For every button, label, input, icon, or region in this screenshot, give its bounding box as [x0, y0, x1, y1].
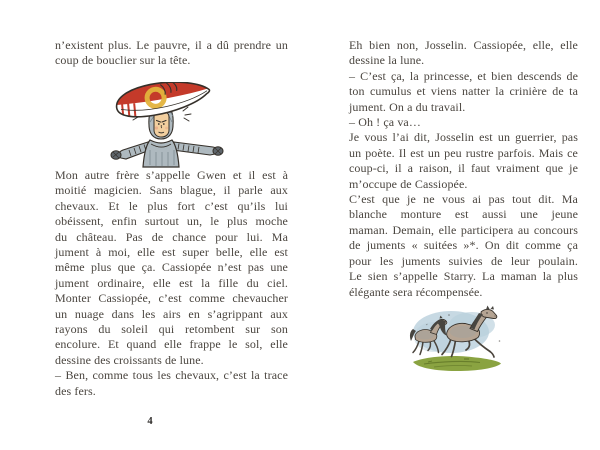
text-line: coup-ci, il a raison, il faut vraiment que je — [349, 161, 578, 176]
text-line: – C’est ça, la princesse, et bien descends de — [349, 68, 578, 83]
text-line: Monter Cassiopée, c’est comme chevaucher — [55, 291, 288, 306]
text-line: dessine la lune. — [349, 53, 425, 68]
cheek-blush — [155, 126, 158, 129]
knight-hit-by-shield-illustration — [103, 82, 233, 168]
text-line: C’est que je ne vous ai pas tout dit. Ma — [349, 192, 578, 207]
text-line: jument à moi, elle est super belle, elle est — [55, 245, 288, 260]
left-page-text-top — [55, 38, 288, 69]
text-line: Je vous l’ai dit, Josselin est un guerrier, pas — [349, 130, 578, 145]
text-line: jument ordinaire, elle est la fille du ciel. — [55, 275, 288, 290]
text-line: du château. Pas de chance pour lui. Ma — [55, 229, 288, 244]
text-line: m’occupe de Cassiopée. — [349, 176, 468, 191]
text-line: maman. Demain, elle participera au concours — [349, 222, 578, 237]
text-line: de juments « suitées »*. On dit comme ça — [349, 238, 578, 253]
text-line: élégante sera récompensée. — [349, 284, 483, 299]
text-line: jument. On a du travail. — [349, 99, 466, 114]
text-line: blanche monture est aussi une jeune — [349, 207, 578, 222]
text-line: Le sien s’appelle Starry. La maman la plus — [349, 269, 578, 284]
text-line: Mon autre frère s’appelle Gwen et il est à — [55, 168, 288, 182]
right-page-text — [349, 38, 578, 300]
text-line: obéissent, enfin surtout un, le plus moche — [55, 214, 288, 229]
left-page-text-bottom — [55, 168, 288, 399]
text-line: moitié magicien. Sans blague, il parle aux — [55, 183, 288, 198]
text-line: Eh bien non, Josselin. Cassiopée, elle, elle — [349, 38, 578, 52]
text-line: des fers. — [55, 383, 96, 398]
text-line: – Ben, comme tous les chevaux, c’est la trace — [55, 368, 288, 383]
text-line: n’existent plus. Le pauvre, il a dû prendre un — [55, 38, 288, 52]
text-line: dessine des croissants de lune. — [55, 352, 204, 367]
text-line: encolure. Et quand elle frappe le sol, elle — [55, 337, 288, 352]
text-line: un poète. Il est un peu rustre parfois. Mais ce — [349, 145, 578, 160]
grass-patch — [413, 356, 501, 371]
knight-body — [143, 140, 179, 167]
text-line: rayons du soleil qui retombent sur son — [55, 322, 288, 337]
text-line: coup de bouclier sur la tête. — [55, 53, 191, 68]
text-line: – Oh ! ça va… — [349, 115, 421, 130]
text-line: un nuage dans les airs en s’agrippant aux — [55, 306, 288, 321]
text-line: ton cumulus et viens natter la crinière de ta — [349, 84, 578, 99]
text-line: pour les juments suivies de leur poulain. — [349, 253, 578, 268]
page-number: 4 — [147, 416, 153, 427]
text-line: même plus que ça. Cassiopée n’est pas une — [55, 260, 288, 275]
mare-and-foal-illustration — [406, 305, 506, 375]
text-line: chevaux. Et le plus fort c’est qu’ils lui — [55, 198, 288, 213]
